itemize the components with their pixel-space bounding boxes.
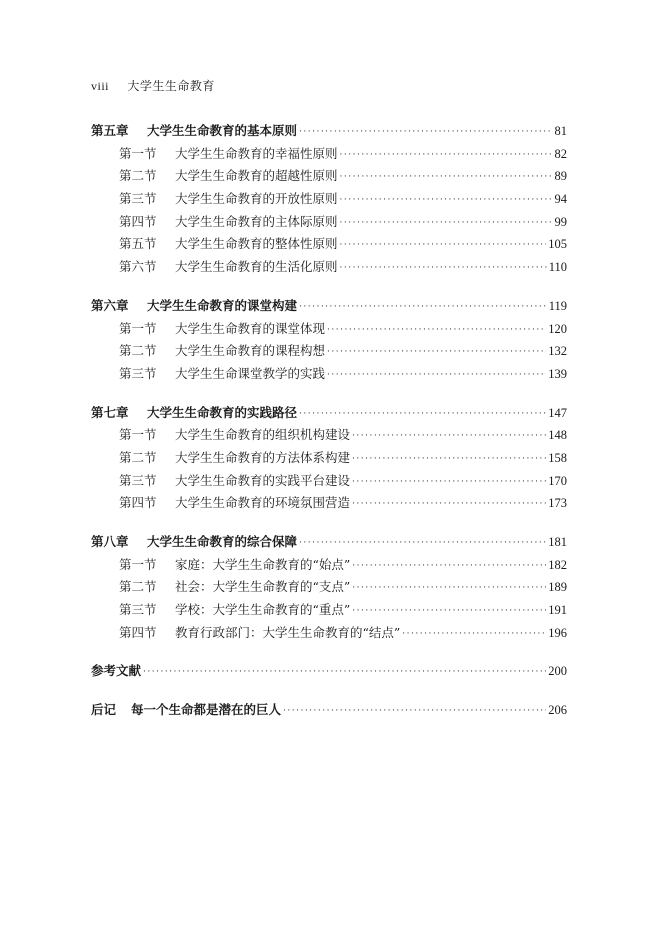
spacer — [91, 684, 567, 700]
references-page: 200 — [548, 664, 567, 679]
spacer — [91, 280, 567, 296]
chapter-title: 大学生生命教育的课堂构建 — [147, 297, 298, 313]
section-label: 第二节 — [119, 449, 157, 465]
section-title: 大学生生命教育的课堂体现 — [175, 320, 326, 336]
dot-leader — [402, 629, 546, 639]
dot-leader — [340, 263, 547, 273]
section-page: 170 — [548, 473, 567, 488]
spacer — [91, 645, 567, 661]
section-page: 148 — [548, 428, 567, 443]
toc-chapter-7[interactable] — [91, 403, 567, 426]
chapter-title: 大学生生命教育的综合保障 — [147, 534, 298, 549]
section-label: 第三节 — [119, 191, 157, 207]
section-label: 第一节 — [119, 145, 157, 161]
toc-section[interactable] — [91, 471, 567, 494]
toc-section[interactable] — [91, 448, 567, 471]
dot-leader — [327, 347, 546, 357]
references-title: 参考文献 — [91, 663, 142, 679]
dot-leader — [352, 431, 546, 441]
section-title: 大学生生命教育的实践平台建设 — [175, 472, 351, 488]
dot-leader — [283, 706, 546, 716]
section-page: 158 — [548, 450, 567, 465]
toc-section[interactable] — [91, 364, 567, 387]
toc-section[interactable] — [91, 577, 567, 600]
section-title: 大学生生命教育的组织机构建设 — [175, 427, 351, 443]
chapter-page: 119 — [548, 298, 567, 313]
section-page: 132 — [548, 344, 567, 359]
section-title: 大学生生命教育的开放性原则 — [175, 191, 338, 207]
section-title: 学校：大学生生命教育的“重点” — [175, 602, 351, 618]
dot-leader — [352, 583, 546, 593]
section-page: 82 — [554, 146, 567, 161]
section-label: 第二节 — [119, 343, 157, 359]
running-header — [91, 77, 215, 94]
toc-chapter-6[interactable] — [91, 296, 567, 319]
header-page-number: viii — [91, 79, 110, 93]
dot-leader — [327, 370, 546, 380]
section-label: 第一节 — [119, 556, 157, 572]
section-title: 家庭：大学生生命教育的“始点” — [175, 556, 351, 572]
dot-leader — [352, 454, 546, 464]
dot-leader — [352, 561, 546, 571]
toc-section[interactable] — [91, 600, 567, 623]
section-title: 大学生生命教育的课程构想 — [175, 343, 326, 359]
toc-section[interactable] — [91, 144, 567, 167]
section-title: 大学生生命教育的方法体系构建 — [175, 449, 351, 465]
afterword-page: 206 — [548, 703, 567, 718]
section-title: 大学生生命教育的主体际原则 — [175, 213, 338, 229]
section-title: 大学生生命课堂教学的实践 — [175, 365, 326, 381]
toc-references[interactable] — [91, 661, 567, 684]
dot-leader — [340, 172, 553, 182]
toc-section[interactable] — [91, 425, 567, 448]
section-page: 94 — [554, 192, 567, 207]
spacer — [91, 387, 567, 403]
section-label: 第三节 — [119, 365, 157, 381]
table-of-contents — [91, 121, 567, 723]
section-label: 第一节 — [119, 320, 157, 336]
toc-chapter-5[interactable] — [91, 121, 567, 144]
spacer — [91, 516, 567, 532]
section-page: 110 — [548, 260, 567, 275]
section-label: 第一节 — [119, 427, 157, 443]
toc-section[interactable] — [91, 212, 567, 235]
section-label: 第五节 — [119, 236, 157, 252]
chapter-title: 大学生生命教育的基本原则 — [147, 123, 298, 138]
section-page: 120 — [548, 321, 567, 336]
section-title: 大学生生命教育的超越性原则 — [175, 168, 338, 184]
dot-leader — [299, 127, 552, 137]
section-label: 第二节 — [119, 579, 157, 595]
chapter-label: 第八章 — [91, 534, 129, 549]
dot-leader — [340, 150, 553, 160]
section-page: 182 — [548, 557, 567, 572]
section-title: 大学生生命教育的环境氛围营造 — [175, 495, 351, 511]
section-page: 105 — [548, 237, 567, 252]
section-page: 189 — [548, 580, 567, 595]
section-label: 第三节 — [119, 602, 157, 618]
dot-leader — [340, 218, 553, 228]
chapter-page: 181 — [548, 535, 567, 549]
section-page: 89 — [554, 169, 567, 184]
toc-section[interactable] — [91, 257, 567, 280]
dot-leader — [340, 195, 553, 205]
section-label: 第三节 — [119, 472, 157, 488]
dot-leader — [340, 240, 547, 250]
section-page: 196 — [548, 625, 567, 640]
dot-leader — [352, 606, 546, 616]
toc-afterword[interactable] — [91, 700, 567, 723]
toc-section[interactable] — [91, 623, 567, 646]
section-label: 第六节 — [119, 259, 157, 275]
chapter-label: 第七章 — [91, 404, 129, 420]
afterword-label: 后记 — [91, 702, 117, 718]
toc-section[interactable] — [91, 555, 567, 578]
dot-leader — [352, 499, 546, 509]
dot-leader — [299, 302, 547, 312]
toc-chapter-8[interactable] — [91, 532, 567, 555]
afterword-title: 每一个生命都是潜在的巨人 — [131, 702, 282, 718]
section-label: 第四节 — [119, 495, 157, 511]
chapter-page: 147 — [548, 405, 567, 420]
section-page: 173 — [548, 496, 567, 511]
toc-section[interactable] — [91, 234, 567, 257]
section-page: 191 — [548, 603, 567, 618]
section-title: 大学生生命教育的整体性原则 — [175, 236, 338, 252]
chapter-title: 大学生生命教育的实践路径 — [147, 404, 298, 420]
toc-section[interactable] — [91, 319, 567, 342]
section-title: 社会：大学生生命教育的“支点” — [175, 579, 351, 595]
dot-leader — [143, 667, 546, 677]
dot-leader — [352, 477, 546, 487]
section-title: 大学生生命教育的生活化原则 — [175, 259, 338, 275]
dot-leader — [299, 538, 546, 548]
toc-section[interactable] — [91, 166, 567, 189]
section-label: 第二节 — [119, 168, 157, 184]
chapter-label: 第五章 — [91, 123, 129, 138]
chapter-label: 第六章 — [91, 297, 129, 313]
section-title: 大学生生命教育的幸福性原则 — [175, 145, 338, 161]
dot-leader — [299, 409, 546, 419]
toc-section[interactable] — [91, 341, 567, 364]
section-page: 99 — [554, 214, 567, 229]
section-label: 第四节 — [119, 624, 157, 640]
chapter-page: 81 — [554, 124, 567, 138]
section-title: 教育行政部门：大学生生命教育的“结点” — [175, 624, 401, 640]
toc-section[interactable] — [91, 189, 567, 212]
dot-leader — [327, 325, 546, 335]
toc-section[interactable] — [91, 493, 567, 516]
header-book-title: 大学生生命教育 — [127, 79, 215, 93]
section-page: 139 — [548, 366, 567, 381]
section-label: 第四节 — [119, 213, 157, 229]
